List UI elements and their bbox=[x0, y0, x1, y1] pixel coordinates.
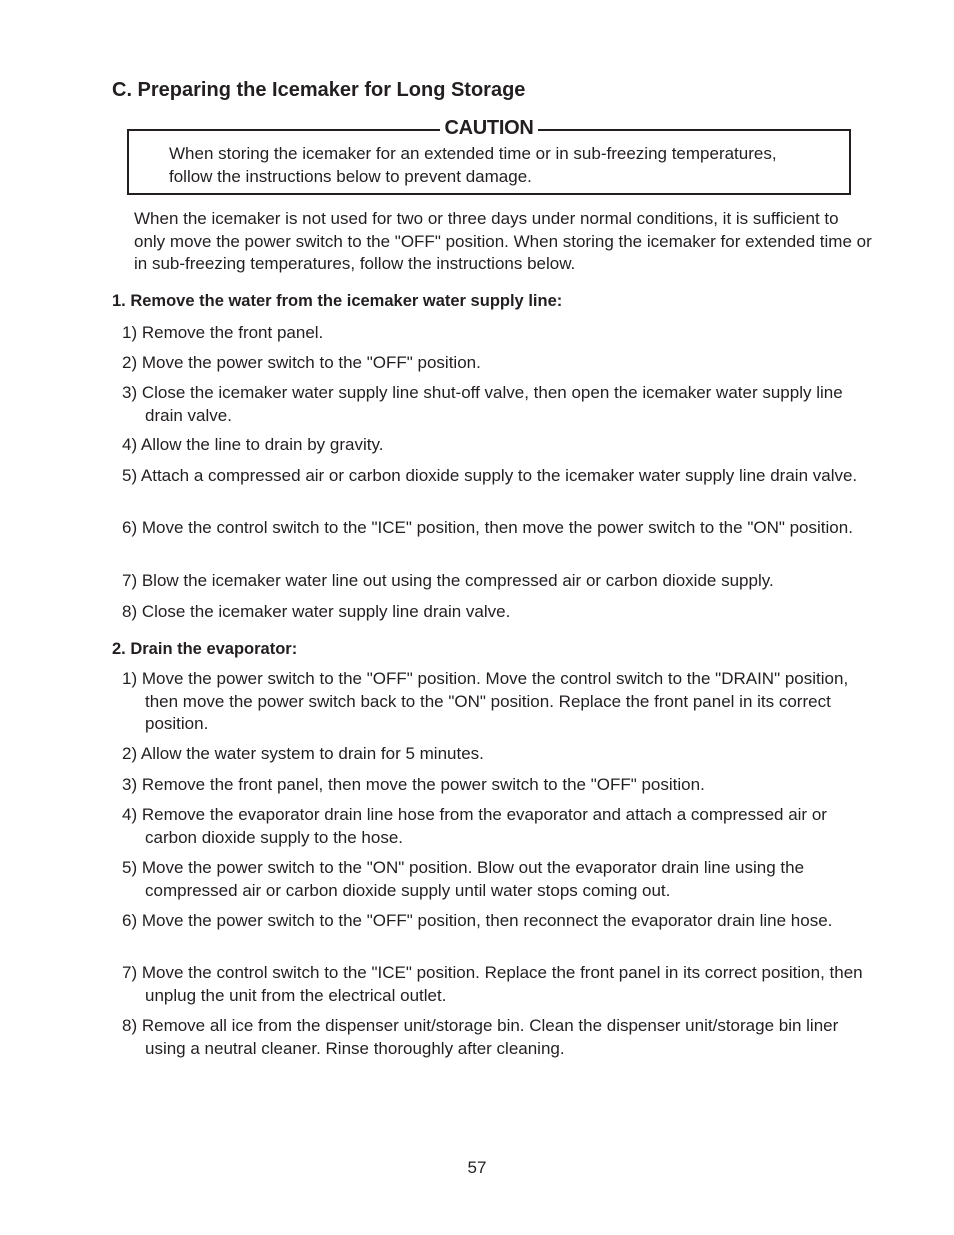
intro-paragraph: When the icemaker is not used for two or three days under normal conditions, it is sufficient to only move the power switch to the "OFF" position. When storing the icemaker for extended time or in sub-freezing temperatures, follow the instructions below. bbox=[134, 209, 872, 273]
section-2-step-1: 1) Move the power switch to the "OFF" position. Move the control switch to the "DRAIN" position, then move the power switch back to the "ON" position. Replace the front panel in its correct position. bbox=[122, 669, 849, 733]
section-2-step-8: 8) Remove all ice from the dispenser unit/storage bin. Clean the dispenser unit/storage bin liner using a neutral cleaner. Rinse thoroughly after cleaning. bbox=[122, 1016, 839, 1058]
section-1-step-7: 7) Blow the icemaker water line out using the compressed air or carbon dioxide supply. bbox=[122, 571, 774, 590]
section-1-step-6: 6) Move the control switch to the "ICE" position, then move the power switch to the "ON" position. bbox=[122, 518, 853, 537]
caution-text: When storing the icemaker for an extended time or in sub-freezing temperatures, follow the instructions below to prevent damage. bbox=[169, 144, 777, 186]
section-2-step-4: 4) Remove the evaporator drain line hose from the evaporator and attach a compressed air or carbon dioxide supply to the hose. bbox=[122, 805, 827, 847]
section-2-title: 2. Drain the evaporator: bbox=[112, 640, 298, 658]
caution-label-wrap bbox=[129, 118, 849, 138]
section-1-step-8: 8) Close the icemaker water supply line drain valve. bbox=[122, 602, 511, 621]
section-1-step-4: 4) Allow the line to drain by gravity. bbox=[122, 435, 384, 454]
section-1-step-2: 2) Move the power switch to the "OFF" position. bbox=[122, 353, 481, 372]
section-2-step-2: 2) Allow the water system to drain for 5 minutes. bbox=[122, 744, 484, 763]
section-2-step-5: 5) Move the power switch to the "ON" position. Blow out the evaporator drain line using the compressed air or carbon dioxide supply until water stops coming out. bbox=[122, 858, 805, 900]
section-1-title: 1. Remove the water from the icemaker water supply line: bbox=[112, 292, 563, 310]
caution-box bbox=[127, 117, 851, 195]
page-number: 57 bbox=[467, 1158, 487, 1177]
page-heading: C. Preparing the Icemaker for Long Storage bbox=[112, 79, 526, 101]
section-1-step-3: 3) Close the icemaker water supply line shut-off valve, then open the icemaker water supply line drain valve. bbox=[122, 383, 843, 425]
section-2-step-7: 7) Move the control switch to the "ICE" position. Replace the front panel in its correct position, then unplug the unit from the electrical outlet. bbox=[122, 963, 863, 1005]
section-2-step-6: 6) Move the power switch to the "OFF" position, then reconnect the evaporator drain line hose. bbox=[122, 911, 833, 930]
caution-label: CAUTION bbox=[440, 117, 537, 139]
section-1-step-1: 1) Remove the front panel. bbox=[122, 323, 324, 342]
section-1-step-5: 5) Attach a compressed air or carbon dioxide supply to the icemaker water supply line drain valve. bbox=[122, 466, 858, 485]
section-2-step-3: 3) Remove the front panel, then move the power switch to the "OFF" position. bbox=[122, 775, 705, 794]
